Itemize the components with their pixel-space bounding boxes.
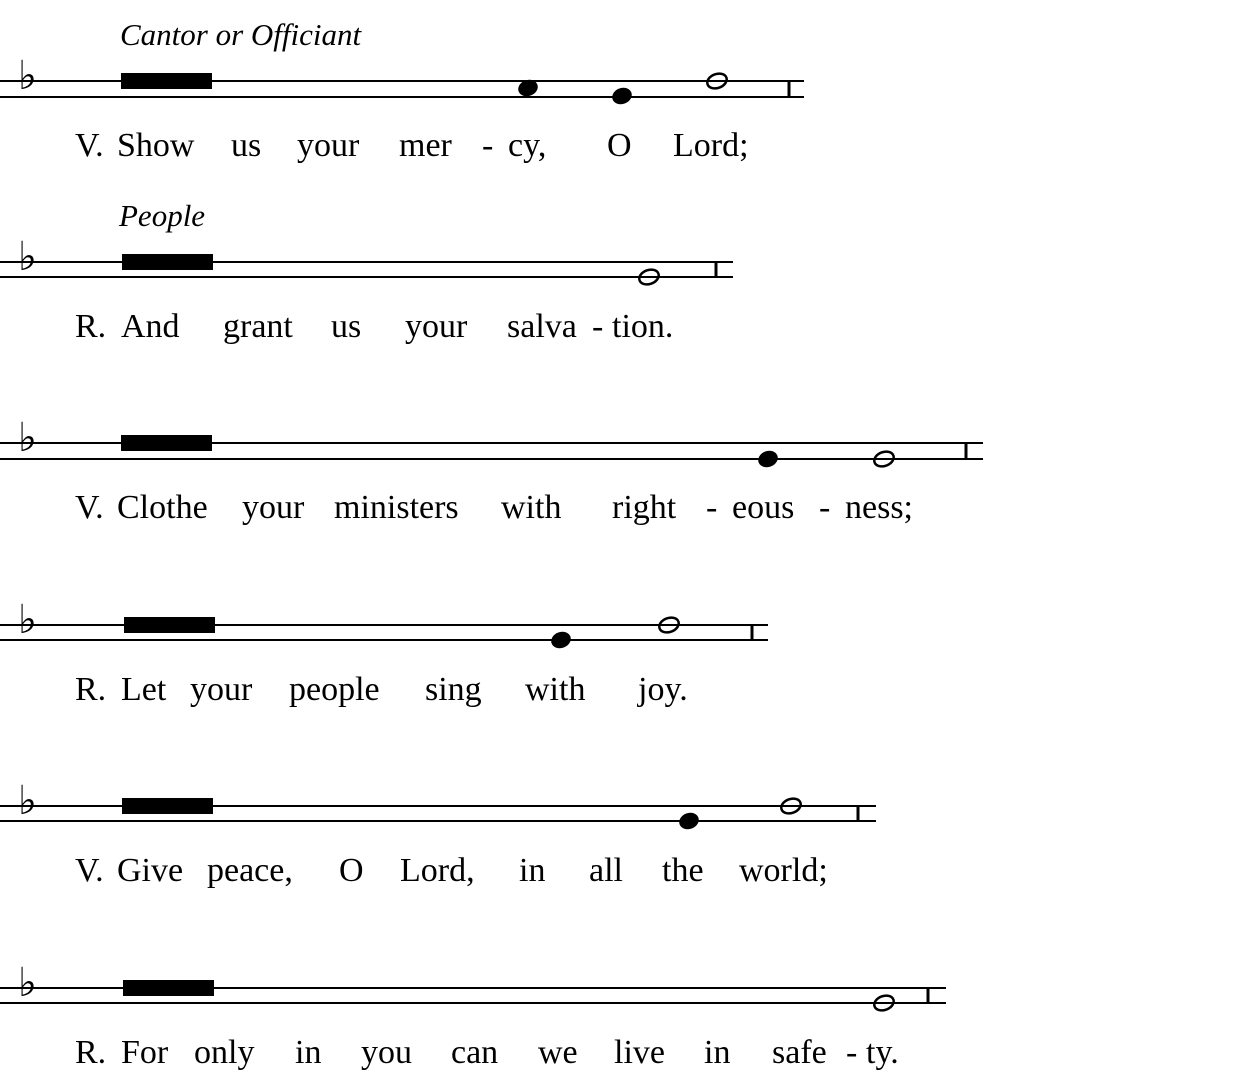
flat-icon: ♭ xyxy=(18,960,37,1006)
performer-direction: People xyxy=(119,198,206,233)
lyric-syllable: in xyxy=(704,1034,731,1071)
chant-system-5 xyxy=(0,725,1233,905)
chant-system-4 xyxy=(0,544,1233,724)
chant-staff xyxy=(0,0,1233,120)
reciting-note xyxy=(123,980,214,996)
chant-system-6 xyxy=(0,907,1233,1087)
reciting-note xyxy=(122,254,213,270)
lyric-syllable: the xyxy=(662,852,704,889)
verse-marker: V. xyxy=(75,127,104,164)
lyric-hyphen: - xyxy=(706,489,718,526)
flat-icon: ♭ xyxy=(18,53,37,99)
lyric-syllable: Let xyxy=(121,671,167,708)
reciting-note xyxy=(121,73,212,89)
chant-system-3 xyxy=(0,362,1233,542)
lyric-syllable: safe xyxy=(772,1034,827,1071)
lyric-syllable: Give xyxy=(117,852,184,889)
flat-icon: ♭ xyxy=(18,415,37,461)
chant-staff xyxy=(0,362,1233,482)
lyric-syllable: salva xyxy=(507,308,577,345)
quarter-note xyxy=(549,629,573,651)
lyric-syllable: live xyxy=(614,1034,665,1071)
lyric-hyphen: - xyxy=(819,489,831,526)
lyric-syllable: with xyxy=(501,489,562,526)
performer-direction: Cantor or Officiant xyxy=(120,17,362,52)
lyric-syllable: tion. xyxy=(612,308,674,345)
verse-marker: V. xyxy=(75,852,104,889)
quarter-note xyxy=(610,85,634,107)
chant-system-1 xyxy=(0,0,1233,180)
lyric-syllable: And xyxy=(121,308,180,345)
lyric-syllable: with xyxy=(525,671,586,708)
chant-staff xyxy=(0,907,1233,1027)
lyric-syllable: world; xyxy=(739,852,828,889)
lyric-syllable: your xyxy=(297,127,360,164)
lyric-syllable: only xyxy=(194,1034,255,1071)
lyric-syllable: O xyxy=(607,127,632,164)
lyric-syllable: cy, xyxy=(508,127,547,164)
lyric-syllable: grant xyxy=(223,308,293,345)
chant-staff xyxy=(0,181,1233,301)
lyric-syllable: For xyxy=(121,1034,169,1071)
flat-icon: ♭ xyxy=(18,778,37,824)
lyric-syllable: people xyxy=(289,671,380,708)
lyric-syllable: Show xyxy=(117,127,195,164)
verse-marker: R. xyxy=(75,671,107,708)
lyric-syllable: we xyxy=(538,1034,578,1071)
verse-marker: R. xyxy=(75,1034,107,1071)
lyric-syllable: mer xyxy=(399,127,452,164)
lyric-syllable: you xyxy=(361,1034,412,1071)
lyric-syllable: us xyxy=(231,127,262,164)
lyric-syllable: ministers xyxy=(334,489,459,526)
quarter-note xyxy=(677,810,701,832)
lyric-syllable: ty. xyxy=(866,1034,899,1071)
reciting-note xyxy=(121,435,212,451)
flat-icon: ♭ xyxy=(18,234,37,280)
lyric-syllable: ness; xyxy=(845,489,913,526)
lyric-syllable: your xyxy=(190,671,253,708)
lyric-syllable: peace, xyxy=(207,852,293,889)
lyric-syllable: Lord; xyxy=(673,127,749,164)
lyric-syllable: in xyxy=(519,852,546,889)
reciting-note xyxy=(124,617,215,633)
quarter-note xyxy=(756,448,780,470)
flat-icon: ♭ xyxy=(18,597,37,643)
lyric-hyphen: - xyxy=(482,127,494,164)
lyric-syllable: right xyxy=(612,489,677,526)
lyric-syllable: all xyxy=(589,852,623,889)
chant-staff xyxy=(0,725,1233,845)
lyric-syllable: us xyxy=(331,308,362,345)
reciting-note xyxy=(122,798,213,814)
lyric-syllable: joy. xyxy=(638,671,688,708)
chant-staff xyxy=(0,544,1233,664)
lyric-syllable: in xyxy=(295,1034,322,1071)
lyric-syllable: O xyxy=(339,852,364,889)
verse-marker: V. xyxy=(75,489,104,526)
lyric-hyphen: - xyxy=(846,1034,858,1071)
lyric-hyphen: - xyxy=(592,308,604,345)
lyric-syllable: your xyxy=(405,308,468,345)
lyric-syllable: can xyxy=(451,1034,499,1071)
chant-system-2 xyxy=(0,181,1233,361)
lyric-syllable: eous xyxy=(732,489,795,526)
lyric-syllable: Lord, xyxy=(400,852,475,889)
lyric-syllable: sing xyxy=(425,671,482,708)
lyric-syllable: Clothe xyxy=(117,489,208,526)
verse-marker: R. xyxy=(75,308,107,345)
lyric-syllable: your xyxy=(242,489,305,526)
